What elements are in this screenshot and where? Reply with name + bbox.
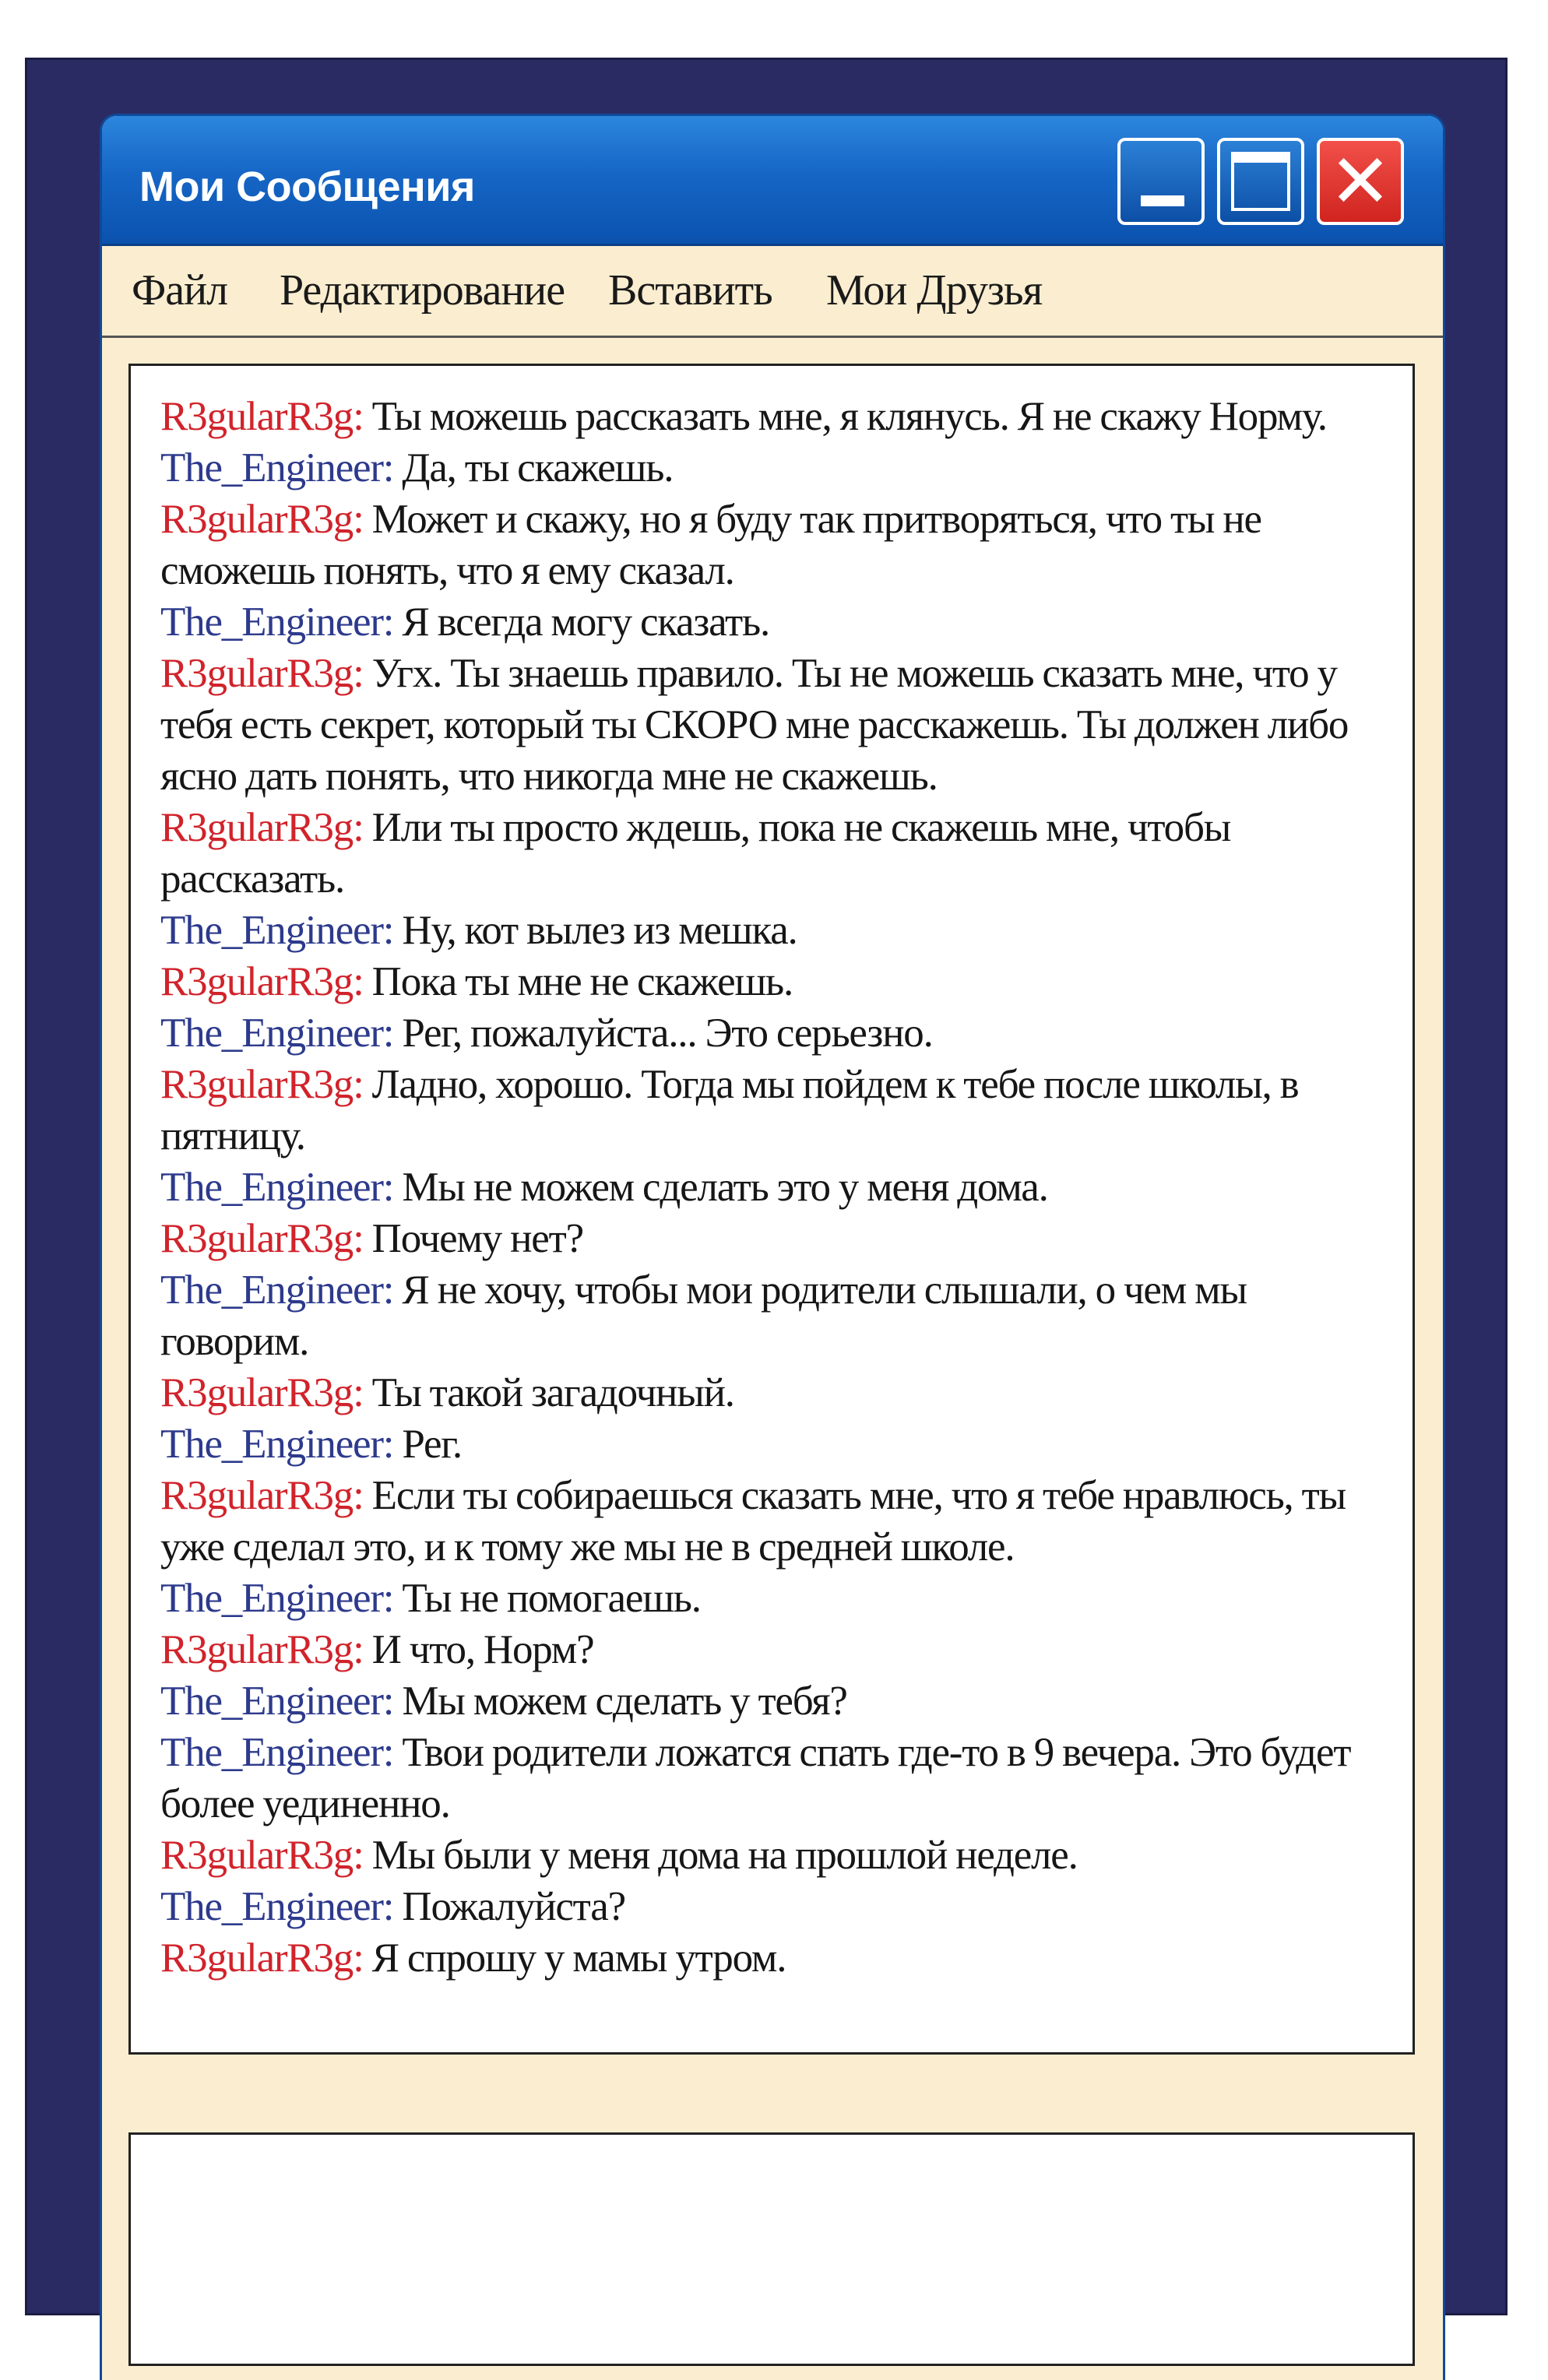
message — [160, 1419, 1398, 1470]
minimize-button[interactable] — [1117, 138, 1205, 225]
message — [160, 1264, 1398, 1367]
message — [160, 1881, 1398, 1932]
message — [160, 1470, 1398, 1573]
message-text: Мы не можем сделать это у меня дома. — [393, 1165, 1048, 1210]
messenger-window — [100, 114, 1445, 2380]
message-username: R3gularR3g: — [160, 1627, 364, 1672]
title-bar[interactable] — [102, 116, 1443, 246]
maximize-button[interactable] — [1217, 138, 1304, 225]
chat-history[interactable] — [128, 364, 1415, 2055]
message-username: The_Engineer: — [160, 1011, 394, 1056]
message-text: Ты такой загадочный. — [363, 1370, 734, 1415]
message-username: R3gularR3g: — [160, 1833, 364, 1878]
message-text: Угх. Ты знаешь правило. Ты не можешь сказать мне, что у тебя есть секрет, который ты СКОРО мне расскажешь. Ты должен либо ясно дать понять, что никогда мне не скажешь. — [160, 651, 1349, 799]
message — [160, 1573, 1398, 1624]
message — [160, 1059, 1398, 1162]
message-username: R3gularR3g: — [160, 1062, 364, 1107]
message-username: The_Engineer: — [160, 1730, 394, 1775]
message-text: Да, ты скажешь. — [393, 445, 674, 490]
message-text: Мы можем сделать у тебя? — [393, 1679, 847, 1724]
message — [160, 648, 1398, 802]
message — [160, 391, 1398, 442]
message-username: R3gularR3g: — [160, 1216, 364, 1261]
menu-edit[interactable]: Редактирование — [280, 266, 565, 315]
message-input[interactable] — [128, 2132, 1415, 2366]
message-text: Ты не помогаешь. — [393, 1576, 701, 1621]
message-list — [160, 391, 1398, 1984]
message-username: The_Engineer: — [160, 1679, 394, 1724]
message — [160, 1007, 1398, 1059]
maximize-icon — [1231, 152, 1290, 211]
message — [160, 1932, 1398, 1984]
message — [160, 1162, 1398, 1213]
message-text: Я не хочу, чтобы мои родители слышали, о чем мы говорим. — [160, 1267, 1247, 1364]
message — [160, 1367, 1398, 1419]
message — [160, 596, 1398, 648]
message-text: Твои родители ложатся спать где-то в 9 вечера. Это будет более уединенно. — [160, 1730, 1351, 1826]
message-text: Если ты собираешься сказать мне, что я тебе нравлюсь, ты уже сделал это, и к тому же мы не в средней школе. — [160, 1473, 1346, 1570]
message — [160, 802, 1398, 905]
close-button[interactable] — [1317, 138, 1404, 225]
message — [160, 494, 1398, 596]
message-text: Я спрошу у мамы утром. — [363, 1935, 786, 1981]
message-username: The_Engineer: — [160, 1165, 394, 1210]
message-text: Может и скажу, но я буду так притворяться, что ты не сможешь понять, что я ему сказал. — [160, 497, 1261, 593]
message-text: Пока ты мне не скажешь. — [363, 959, 793, 1004]
message-username: The_Engineer: — [160, 1422, 394, 1467]
message-text: Или ты просто ждешь, пока не скажешь мне, чтобы рассказать. — [160, 805, 1231, 902]
message-text: Рег, пожалуйста... Это серьезно. — [393, 1011, 933, 1056]
message — [160, 956, 1398, 1007]
message-text: Рег. — [393, 1422, 462, 1467]
message — [160, 1675, 1398, 1727]
message-username: R3gularR3g: — [160, 394, 364, 439]
message-username: R3gularR3g: — [160, 1935, 364, 1981]
message-username: The_Engineer: — [160, 445, 394, 490]
message-text: Я всегда могу сказать. — [393, 599, 770, 645]
menu-insert[interactable]: Вставить — [608, 266, 772, 315]
menu-bar — [102, 244, 1443, 338]
menu-file[interactable]: Файл — [132, 266, 228, 315]
message — [160, 1213, 1398, 1264]
message-text: Ты можешь рассказать мне, я клянусь. Я не скажу Норму. — [363, 394, 1327, 439]
message-username: The_Engineer: — [160, 1884, 394, 1929]
message-text: Пожалуйста? — [393, 1884, 625, 1929]
message-username: R3gularR3g: — [160, 1473, 364, 1518]
window-title: Мои Сообщения — [139, 163, 475, 210]
message-username: The_Engineer: — [160, 1267, 394, 1313]
message — [160, 442, 1398, 494]
message-text: И что, Норм? — [363, 1627, 594, 1672]
message-text: Ладно, хорошо. Тогда мы пойдем к тебе после школы, в пятницу. — [160, 1062, 1299, 1158]
close-icon: ✕ — [1328, 138, 1392, 225]
message-username: The_Engineer: — [160, 908, 394, 953]
message-text: Мы были у меня дома на прошлой неделе. — [363, 1833, 1078, 1878]
message — [160, 1727, 1398, 1830]
message-text: Почему нет? — [363, 1216, 583, 1261]
message-username: R3gularR3g: — [160, 1370, 364, 1415]
message — [160, 1624, 1398, 1675]
minimize-icon — [1141, 195, 1184, 206]
message-username: R3gularR3g: — [160, 959, 364, 1004]
message — [160, 905, 1398, 956]
message-username: The_Engineer: — [160, 599, 394, 645]
message-username: The_Engineer: — [160, 1576, 394, 1621]
message-username: R3gularR3g: — [160, 651, 364, 696]
message-username: R3gularR3g: — [160, 497, 364, 542]
menu-friends[interactable]: Мои Друзья — [826, 266, 1043, 315]
message-text: Ну, кот вылез из мешка. — [393, 908, 797, 953]
message-username: R3gularR3g: — [160, 805, 364, 850]
message — [160, 1830, 1398, 1881]
